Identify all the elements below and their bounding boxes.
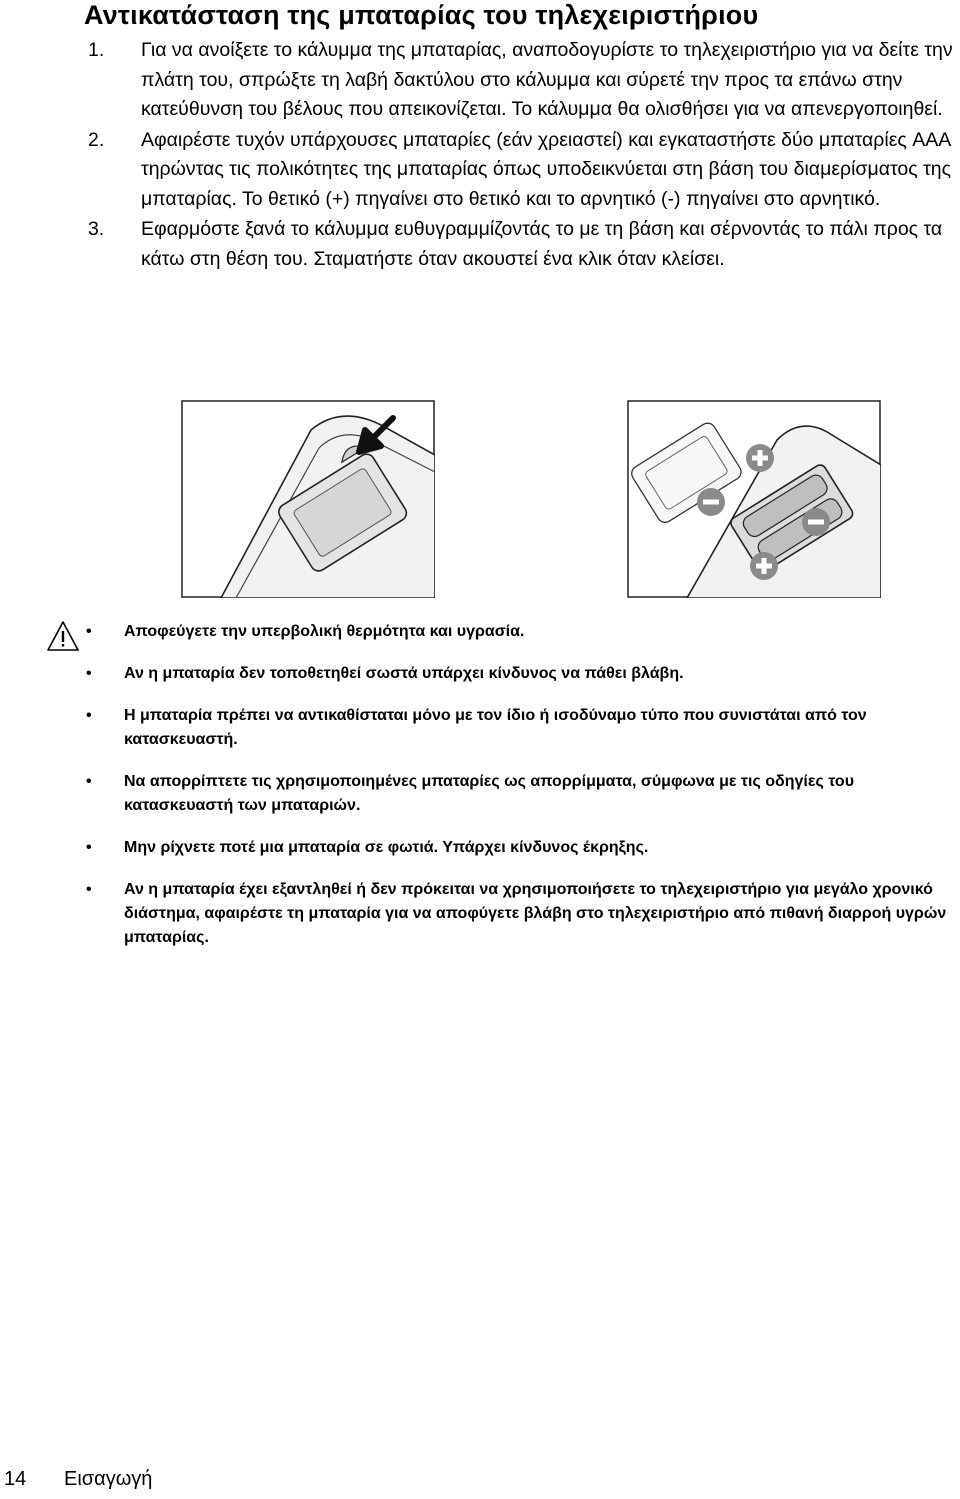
step-number: 1.: [88, 39, 105, 61]
bullet: •: [86, 773, 92, 790]
caution-triangle-icon: [46, 620, 80, 652]
step-text: Αφαιρέστε τυχόν υπάρχουσες μπαταρίες (εάν χρειαστεί) και εγκαταστήστε δύο μπαταρίες AAA τηρώντας τις πολικότητες της μπαταρίας όπως υποδεικνύεται στη βάση του διαμερίσματος της μπαταρίας. Το θετικό (+) πηγαίνει στο θετικό και το αρνητικό (-) πηγαίνει στο αρνητικό.: [141, 128, 952, 210]
steps-list: [88, 36, 958, 275]
caution-item: [86, 878, 956, 950]
step-text: Εφαρμόστε ξανά το κάλυμμα ευθυγραμμίζοντάς το με τη βάση και σέρνοντάς το πάλι προς τα κάτω στη θέση του. Σταματήστε όταν ακουστεί ένα κλικ όταν κλείσει.: [141, 218, 943, 270]
page-footer: [4, 1468, 152, 1491]
step-item: [88, 36, 958, 125]
bullet: •: [86, 839, 92, 856]
step-item: [88, 126, 958, 215]
page-number: 14: [4, 1468, 27, 1490]
caution-item: [86, 620, 956, 644]
caution-text: Αν η μπαταρία έχει εξαντληθεί ή δεν πρόκειται να χρησιμοποιήσετε το τηλεχειριστήριο για μεγάλο χρονικό διάστημα, αφαιρέστε τη μπαταρία για να αποφύγετε βλάβη στο τηλεχειριστήριο από πιθανή διαρροή υγρών μπαταρίας.: [124, 881, 947, 946]
bullet: •: [86, 707, 92, 724]
step-item: [88, 215, 958, 274]
caution-text: Να απορρίπτετε τις χρησιμοποιημένες μπαταρίες ως απορρίμματα, σύμφωνα με τις οδηγίες του κατασκευαστή των μπαταριών.: [124, 773, 854, 814]
minus-icon: [697, 488, 725, 516]
caution-list: [86, 620, 956, 950]
illustrations: [181, 400, 881, 600]
remote-cover-illustration: [181, 400, 435, 598]
caution-item: [86, 836, 956, 860]
minus-icon: [802, 508, 830, 536]
section-name: Εισαγωγή: [64, 1468, 153, 1490]
caution-text: Η μπαταρία πρέπει να αντικαθίσταται μόνο με τον ίδιο ή ισοδύναμο τύπο που συνιστάται από τον κατασκευαστή.: [124, 707, 867, 748]
step-number: 3.: [88, 218, 105, 240]
caution-text: Αποφεύγετε την υπερβολική θερμότητα και υγρασία.: [124, 623, 525, 640]
caution-item: [86, 704, 956, 752]
caution-item: [86, 662, 956, 686]
page-title: Αντικατάσταση της μπαταρίας του τηλεχειριστήριου: [84, 0, 759, 30]
caution-text: Μην ρίχνετε ποτέ μια μπαταρία σε φωτιά. Υπάρχει κίνδυνος έκρηξης.: [124, 839, 649, 856]
plus-icon: [746, 444, 774, 472]
bullet: •: [86, 665, 92, 682]
caution-text: Αν η μπαταρία δεν τοποθετηθεί σωστά υπάρχει κίνδυνος να πάθει βλάβη.: [124, 665, 684, 682]
caution-item: [86, 770, 956, 818]
bullet: •: [86, 623, 92, 640]
bullet: •: [86, 881, 92, 898]
step-text: Για να ανοίξετε το κάλυμμα της μπαταρίας, αναποδογυρίστε το τηλεχειριστήριο για να δείτε την πλάτη του, σπρώξτε τη λαβή δακτύλου στο κάλυμμα και σύρετέ την προς τα επάνω στην κατεύθυνση του βέλους που απεικονίζεται. Το κάλυμμα θα ολισθήσει για να απενεργοποιηθεί.: [141, 39, 953, 120]
step-number: 2.: [88, 128, 105, 151]
plus-icon: [750, 552, 778, 580]
battery-compartment-illustration: [627, 400, 881, 598]
